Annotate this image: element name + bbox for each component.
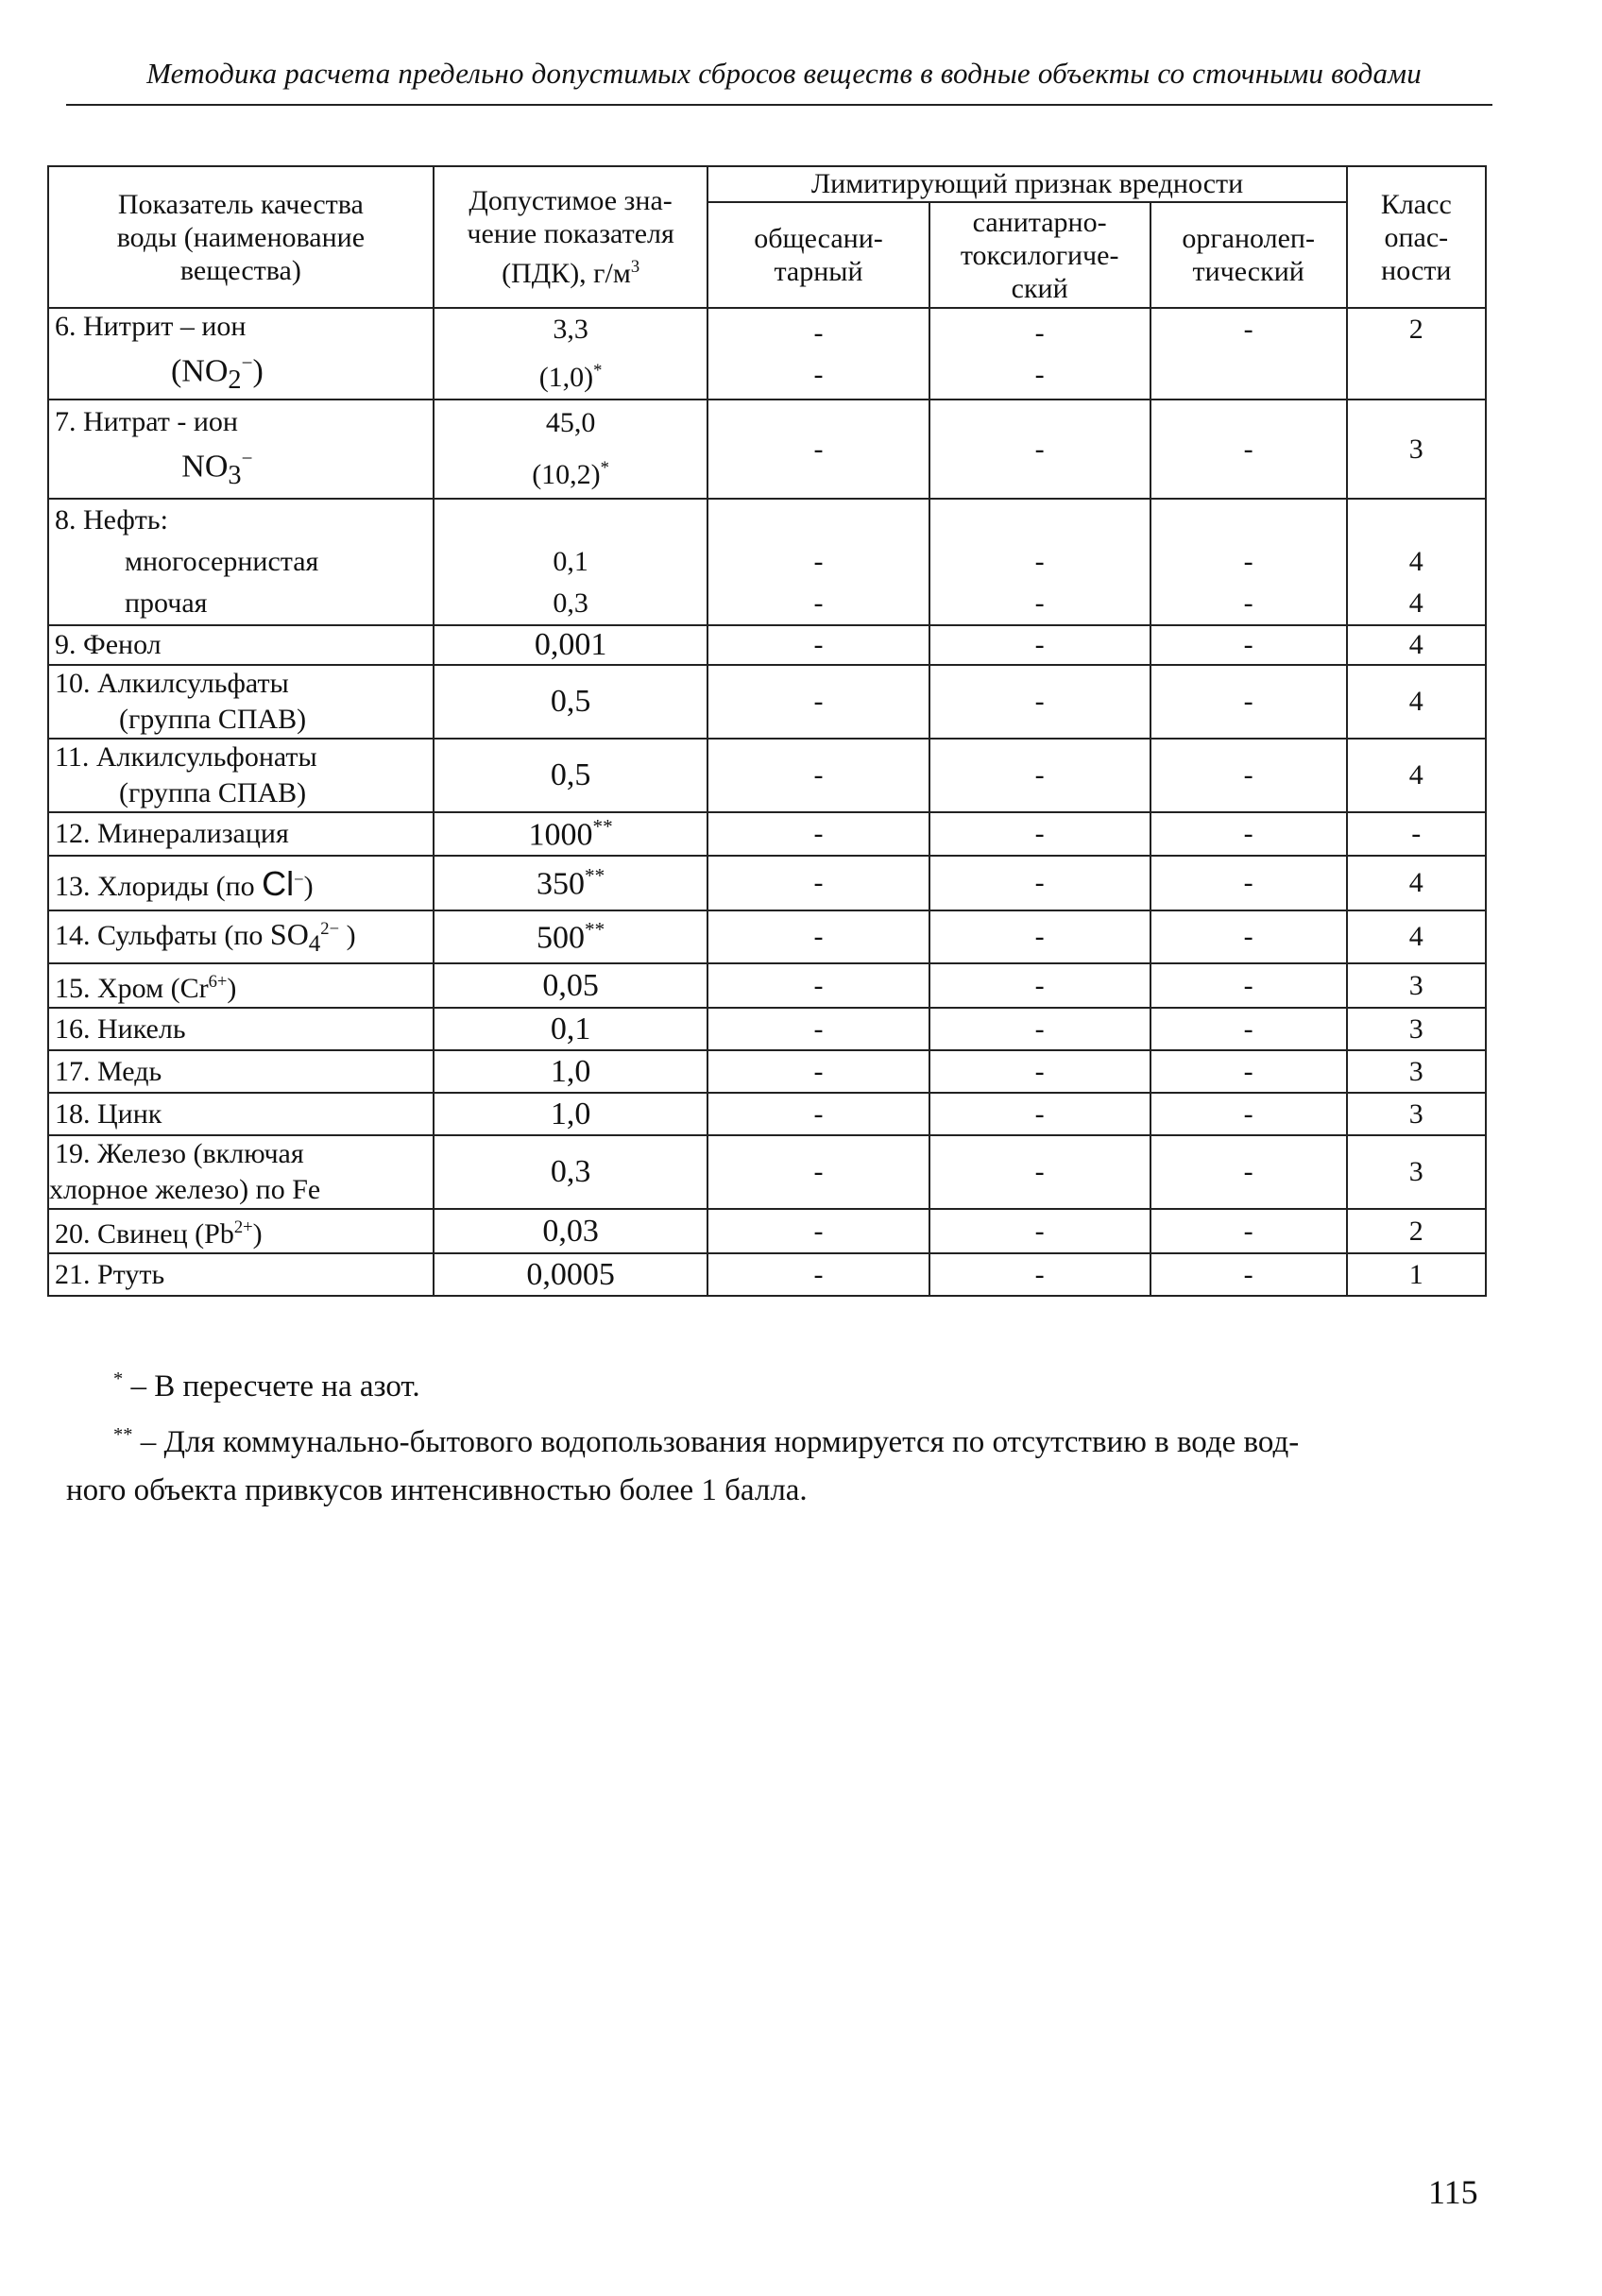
table-row-zinc	[48, 1093, 1486, 1135]
row-name: 13. Хлориды (по Cl−)	[48, 856, 434, 910]
row-organoleptic: -	[1150, 1050, 1347, 1093]
row-value: 0,03	[434, 1209, 708, 1253]
row-name: 15. Хром $(Cr^{6+})$	[48, 963, 434, 1008]
row-sanitary-toxicological: -	[929, 625, 1150, 665]
row-value: 0,001	[434, 625, 708, 665]
table-row-alkylsulfonates	[48, 739, 1486, 812]
pdk-table	[47, 165, 1487, 1297]
row-general-sanitary: -	[707, 1093, 929, 1135]
row-name: 21. Ртуть	[48, 1253, 434, 1296]
row-sanitary-toxicological: -	[929, 1008, 1150, 1050]
table-row-copper	[48, 1050, 1486, 1093]
row-value: 1,0	[434, 1050, 708, 1093]
table-row-mineralization	[48, 812, 1486, 856]
row-organoleptic: -	[1150, 963, 1347, 1008]
row-value: 45,0 (10,2)*	[434, 400, 708, 499]
row-general-sanitary: -	[707, 910, 929, 963]
table-row-phenol	[48, 625, 1486, 665]
table-row-sulfates	[48, 910, 1486, 963]
table-row-nickel	[48, 1008, 1486, 1050]
row-general-sanitary: -	[707, 1050, 929, 1093]
row-name: 17. Медь	[48, 1050, 434, 1093]
row-sanitary-toxicological: -	[929, 665, 1150, 739]
table-row-nitrate	[48, 400, 1486, 499]
table-row-nitrite	[48, 308, 1486, 400]
table-row-mercury	[48, 1253, 1486, 1296]
row-sanitary-toxicological: -	[929, 739, 1150, 812]
row-organoleptic: -	[1150, 625, 1347, 665]
row-value: 0,3	[434, 1135, 708, 1209]
row-general-sanitary: -	[707, 812, 929, 856]
row-name: 7. Нитрат - ион $NO_3^-$	[48, 400, 434, 499]
row-hazard-class: -	[1347, 812, 1486, 856]
row-value: 0,5	[434, 739, 708, 812]
running-header: Методика расчета предельно допустимых сбросов веществ в водные объекты со сточными водами	[146, 57, 1422, 90]
table-row-chlorides	[48, 856, 1486, 910]
row-value: 1,0	[434, 1093, 708, 1135]
row-value: 0,05	[434, 963, 708, 1008]
row-value: 1000**	[434, 812, 708, 856]
row-name: 12. Минерализация	[48, 812, 434, 856]
header-limiting-sign: Лимитирующий признак вредности	[707, 166, 1346, 202]
row-hazard-class: 3	[1347, 1135, 1486, 1209]
row-organoleptic: -	[1150, 1253, 1347, 1296]
footnote-1: * – В пересчете на азот.	[113, 1369, 420, 1403]
header-indicator: Показатель качества воды (наименование вещества)	[48, 166, 434, 308]
row-sanitary-toxicological: -	[929, 963, 1150, 1008]
row-hazard-class: 1	[1347, 1253, 1486, 1296]
page-number: 115	[1428, 2173, 1478, 2211]
row-organoleptic: -	[1150, 910, 1347, 963]
row-general-sanitary: -	[707, 1209, 929, 1253]
header-sanitary-toxicological: санитарно- токсилогиче- ский	[929, 202, 1150, 308]
row-value: 350**	[434, 856, 708, 910]
row-hazard-class: 3	[1347, 1050, 1486, 1093]
row-value: 0,5	[434, 665, 708, 739]
table-row-lead	[48, 1209, 1486, 1253]
header-pdk-value: Допустимое зна- чение показателя (ПДК), $г/м^3$	[434, 166, 708, 308]
row-hazard-class: 3	[1347, 400, 1486, 499]
row-sanitary-toxicological: -	[929, 1253, 1150, 1296]
row-organoleptic: -	[1150, 856, 1347, 910]
row-hazard-class: 3	[1347, 1008, 1486, 1050]
row-name: 9. Фенол	[48, 625, 434, 665]
row-hazard-class: 2	[1347, 308, 1486, 400]
row-hazard-class: 4	[1347, 739, 1486, 812]
row-general-sanitary: -	[707, 1008, 929, 1050]
row-name: 14. Сульфаты (по $SO_4^{2-}$ )	[48, 910, 434, 963]
row-name: 20. Свинец $(Pb^{2+})$	[48, 1209, 434, 1253]
row-general-sanitary: - -	[707, 499, 929, 625]
header-rule	[66, 104, 1492, 106]
row-sanitary-toxicological: -	[929, 1135, 1150, 1209]
row-value: 0,1	[434, 1008, 708, 1050]
footnotes	[66, 1355, 1492, 1515]
row-organoleptic: -	[1150, 739, 1347, 812]
table-row-alkylsulfates	[48, 665, 1486, 739]
header-hazard-class: Класс опас- ности	[1347, 166, 1486, 308]
row-general-sanitary: -	[707, 963, 929, 1008]
row-sanitary-toxicological: - -	[929, 499, 1150, 625]
row-organoleptic: -	[1150, 308, 1347, 400]
row-hazard-class: 4	[1347, 910, 1486, 963]
row-organoleptic: -	[1150, 400, 1347, 499]
row-general-sanitary: -	[707, 665, 929, 739]
row-sanitary-toxicological: -	[929, 1050, 1150, 1093]
footnote-2: ** – Для коммунально-бытового водопользования нормируется по отсутствию в воде вод-	[113, 1424, 1300, 1459]
table-row-iron	[48, 1135, 1486, 1209]
row-sanitary-toxicological: -	[929, 910, 1150, 963]
row-name: 16. Никель	[48, 1008, 434, 1050]
table-row-chromium	[48, 963, 1486, 1008]
row-general-sanitary: -	[707, 1135, 929, 1209]
footnote-2-continuation: ного объекта привкусов интенсивностью более 1 балла.	[66, 1473, 808, 1507]
row-name: 18. Цинк	[48, 1093, 434, 1135]
row-organoleptic: -	[1150, 1093, 1347, 1135]
header-general-sanitary: общесани- тарный	[707, 202, 929, 308]
row-name: 6. Нитрит – ион $(NO_2^-)$	[48, 308, 434, 400]
row-general-sanitary: -	[707, 739, 929, 812]
row-organoleptic: -	[1150, 1008, 1347, 1050]
row-hazard-class: 4	[1347, 665, 1486, 739]
row-name: 19. Железо (включая хлорное железо) по Fe	[48, 1135, 434, 1209]
row-name: 11. Алкилсульфонаты (группа СПАВ)	[48, 739, 434, 812]
row-organoleptic: -	[1150, 1135, 1347, 1209]
table-row-oil	[48, 499, 1486, 625]
row-general-sanitary: -	[707, 625, 929, 665]
row-sanitary-toxicological: -	[929, 1093, 1150, 1135]
row-sanitary-toxicological: -	[929, 856, 1150, 910]
row-hazard-class: 4	[1347, 625, 1486, 665]
row-general-sanitary: -	[707, 1253, 929, 1296]
row-hazard-class: 3	[1347, 963, 1486, 1008]
row-hazard-class: 3	[1347, 1093, 1486, 1135]
row-sanitary-toxicological: -	[929, 1209, 1150, 1253]
row-sanitary-toxicological: -	[929, 812, 1150, 856]
row-sanitary-toxicological: -	[929, 400, 1150, 499]
table-header-row-1	[48, 166, 1486, 202]
row-organoleptic: - -	[1150, 499, 1347, 625]
row-name: 8. Нефть: многосернистая прочая	[48, 499, 434, 625]
row-general-sanitary: -	[707, 856, 929, 910]
header-organoleptic: органолеп- тический	[1150, 202, 1347, 308]
row-hazard-class: 4	[1347, 856, 1486, 910]
row-organoleptic: -	[1150, 812, 1347, 856]
row-name: 10. Алкилсульфаты (группа СПАВ)	[48, 665, 434, 739]
row-hazard-class: 2	[1347, 1209, 1486, 1253]
row-value: 3,3 (1,0)*	[434, 308, 708, 400]
row-value: 500**	[434, 910, 708, 963]
row-organoleptic: -	[1150, 1209, 1347, 1253]
row-general-sanitary: - -	[707, 308, 929, 400]
row-organoleptic: -	[1150, 665, 1347, 739]
row-general-sanitary: -	[707, 400, 929, 499]
row-hazard-class: 4 4	[1347, 499, 1486, 625]
row-sanitary-toxicological: - -	[929, 308, 1150, 400]
row-value: 0,1 0,3	[434, 499, 708, 625]
row-value: 0,0005	[434, 1253, 708, 1296]
